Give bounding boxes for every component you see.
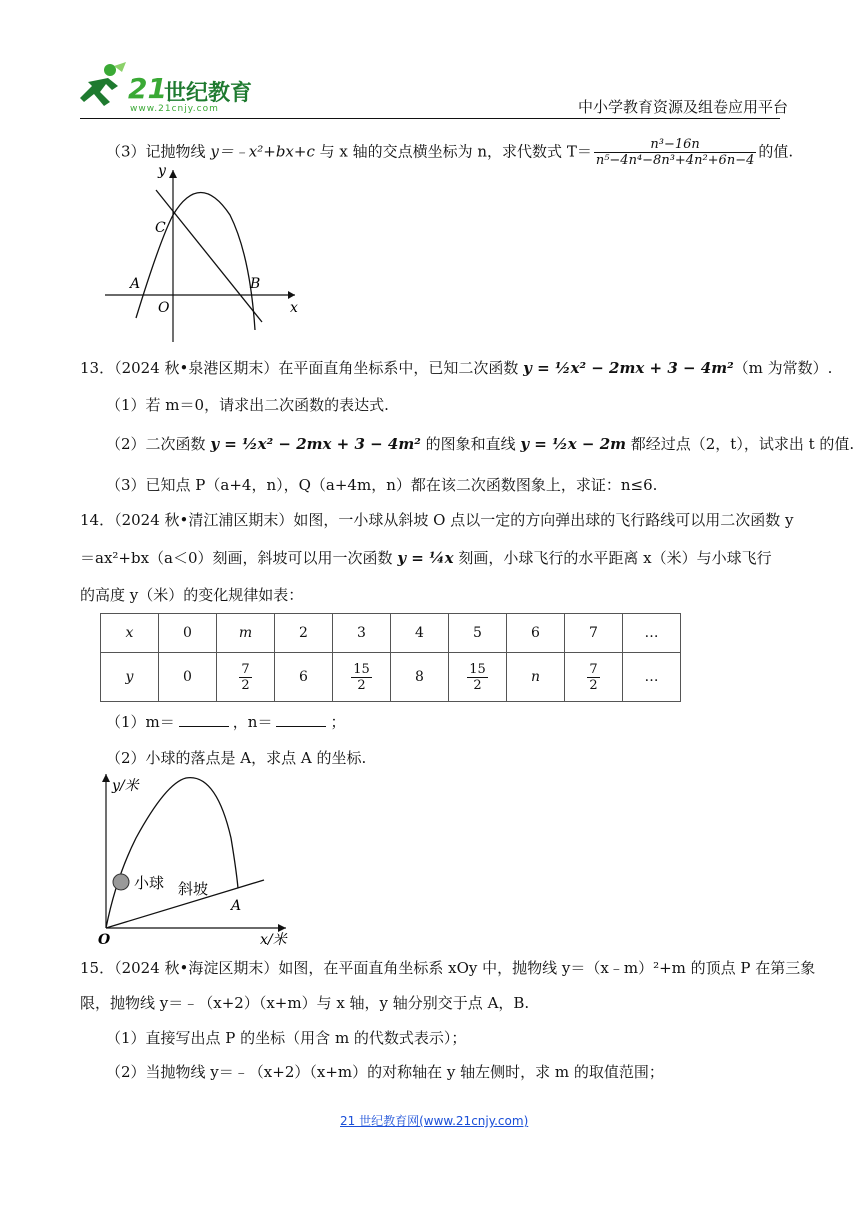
logo-number: 21 xyxy=(128,72,167,105)
question-13: 13．（2024 秋•泉港区期末）在平面直角坐标系中，已知二次函数 y = ½x² − 2mx + 3 − 4m²（m 为常数）. （1）若 m＝0，请求出二次函数的表达式. （2）二次函数 y = ½x² − 2mx + 3 − 4m² 的图象和直线 y = ½x − 2m 都经过点（2，t），试求出 t 的值. （3）已知点 P（a+4，n），Q（a+4m，n）都在该二次函数图象上，求证：n≤6. xyxy=(80,359,855,494)
x-axis-label: x/米 xyxy=(260,932,287,948)
table-cell: 8 xyxy=(391,653,449,702)
table-cell: n xyxy=(507,653,565,702)
answer-blank-m[interactable] xyxy=(179,712,229,727)
runner-icon xyxy=(78,62,128,110)
table-cell: 6 xyxy=(275,653,333,702)
table-cell: $\frac{15}{2}$ xyxy=(449,653,507,702)
table-cell: m xyxy=(217,614,275,653)
table-cell: $\frac{15}{2}$ xyxy=(333,653,391,702)
table-cell: x xyxy=(101,614,159,653)
point-a-label: A xyxy=(231,898,242,914)
header-rule xyxy=(80,118,780,119)
footer-link[interactable]: 21 世纪教育网(www.21cnjy.com) xyxy=(340,1114,529,1128)
answer-blank-n[interactable] xyxy=(276,712,326,727)
point-a-label: A xyxy=(130,276,141,292)
question-15: 15．（2024 秋•海淀区期末）如图，在平面直角坐标系 xOy 中，抛物线 y＝（x﹣m）²+m 的顶点 P 在第三象 限，抛物线 y＝﹣（x+2）（x+m）与 x 轴，y 轴分别交于点 A，B. （1）直接写出点 P 的坐标（用含 m 的代数式表示）； （2）当抛物线 y＝﹣（x+2）（x+m）的对称轴在 y 轴左侧时，求 m 的取值范围； xyxy=(80,959,816,1081)
table-cell: 6 xyxy=(507,614,565,653)
projectile-figure xyxy=(96,768,296,948)
table-cell: 2 xyxy=(275,614,333,653)
header xyxy=(0,0,860,120)
slope-label: 斜坡 xyxy=(178,880,209,898)
q14-parts: （1）m＝ ，n＝ ； （2）小球的落点是 A，求点 A 的坐标. xyxy=(106,713,367,767)
parabola-figure-1 xyxy=(100,160,310,345)
y-axis-label: y/米 xyxy=(112,778,139,794)
platform-name: 中小学教育资源及组卷应用平台 xyxy=(578,98,789,116)
table-cell: 0 xyxy=(159,653,217,702)
question-14: 14．（2024 秋•清江浦区期末）如图，一小球从斜坡 O 点以一定的方向弹出球的飞行路线可以用二次函数 y ＝ax²+bx（a＜0）刻画，斜坡可以用一次函数 y = ¼x 刻画，小球飞行的水平距离 x（米）与小球飞行 的高度 y（米）的变化规律如表： xyxy=(80,511,794,604)
q12-part3: （3）记抛物线 y＝﹣x²+bx+c 与 x 轴的交点横坐标为 n，求代数式 T＝ $\frac{\text{n³−16n}}{\text{n⁵−4n⁴−8n³+4n²+6n−4}}$ 的值. xyxy=(106,137,794,168)
table-cell: y xyxy=(101,653,159,702)
origin-label: O xyxy=(158,300,170,316)
table-cell: 3 xyxy=(333,614,391,653)
point-c-label: C xyxy=(155,220,166,236)
table-cell: 4 xyxy=(391,614,449,653)
ball-label: 小球 xyxy=(134,874,165,892)
table-row xyxy=(101,614,681,653)
value-table xyxy=(100,613,681,702)
table-row xyxy=(101,653,681,702)
table-cell: … xyxy=(623,653,681,702)
logo xyxy=(78,62,268,114)
table-cell: $\frac{7}{2}$ xyxy=(217,653,275,702)
origin-label: O xyxy=(98,932,111,948)
table-cell: $\frac{7}{2}$ xyxy=(565,653,623,702)
table-cell: 7 xyxy=(565,614,623,653)
logo-url: www.21cnjy.com xyxy=(130,104,219,114)
table-cell: … xyxy=(623,614,681,653)
logo-text: 世纪教育 xyxy=(164,81,253,106)
y-axis-label: y xyxy=(158,163,166,179)
point-b-label: B xyxy=(250,276,261,292)
table-cell: 5 xyxy=(449,614,507,653)
x-axis-label: x xyxy=(290,300,298,316)
T-fraction: $\frac{\text{n³−16n}}{\text{n⁵−4n⁴−8n³+4n²+6n−4}}$ xyxy=(595,137,755,168)
table-cell: 0 xyxy=(159,614,217,653)
